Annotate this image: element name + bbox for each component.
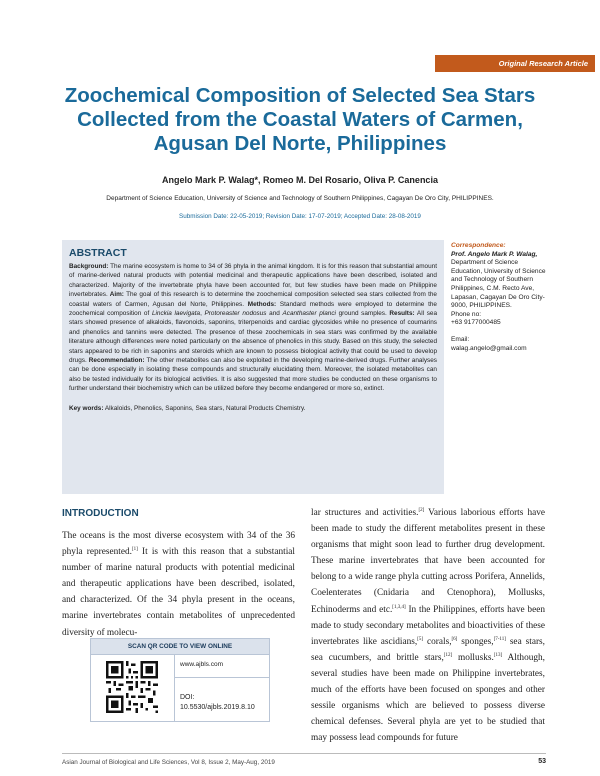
title-line-3: Agusan Del Norte, Philippines — [153, 132, 447, 155]
journal-website-link[interactable]: www.ajbls.com — [180, 661, 223, 668]
species-protoreaster: Protoreaster nodosus — [204, 310, 267, 318]
background-text: The marine ecosystem is home to 34 of 36 phyla in the animal kingdom. It is for this reason that substantial amount of marine-derived natural products with potential medicinal and therapeutic applications have been described, isolated and characterized. Majority of the invertebrate phyla have been accounted for, but few studies have been made on Philippine invertebrates. — [69, 263, 437, 299]
methods-text: Standard methods were employed to determine the zoochemical composition of — [69, 300, 437, 318]
qr-divider — [175, 677, 269, 678]
aim-text: The goal of this research is to determine the zoochemical composition selected sea stars collected from the coastal waters of Carmen, Agusan del Norte, Philippines. — [69, 291, 437, 308]
doi-block — [180, 693, 255, 713]
qr-box-title: SCAN QR CODE TO VIEW ONLINE — [91, 639, 269, 655]
intro-text: sea stars, sea cucumbers, and brittle stars, — [311, 636, 545, 663]
intro-text: lar structures and activities. — [311, 508, 419, 518]
background-label: Background: — [69, 263, 109, 270]
methods-label: Methods: — [244, 300, 277, 308]
intro-text: The oceans is the most diverse ecosystem with 34 of the 36 phyla represented. — [62, 531, 295, 558]
species-separator: and — [266, 310, 283, 318]
species-acanthaster: Acanthaster planci — [282, 310, 336, 318]
article-type-badge: Original Research Article — [435, 55, 595, 72]
body-column-right — [311, 505, 545, 746]
citation-ref[interactable]: [12] — [443, 652, 453, 658]
intro-text: corals, — [423, 636, 452, 647]
author-list: Angelo Mark P. Walag*, Romeo M. Del Rosario, Oliva P. Canencia — [162, 175, 438, 185]
intro-text: Although, several studies have been made on Philippine invertebrates, much of the efforts have been focused on sponges and other sessile organisms which are believed to possess diverse chemical defenses. Several phyla are yet to be studied that may possess lead compounds for future — [311, 652, 545, 744]
citation-ref[interactable]: [1] — [131, 547, 138, 552]
intro-text: In the Philippines, efforts have been made to study secondary metabolites and bioactivities of these invertebrates like ascidians, — [311, 604, 545, 647]
correspondence-panel — [451, 242, 546, 353]
submission-dates: Submission Date: 22-05-2019; Revision Date: 17-07-2019; Accepted Date: 28-08-2019 — [179, 213, 421, 220]
keywords — [69, 404, 437, 413]
doi-label: DOI: — [180, 694, 195, 701]
footer-journal-citation: Asian Journal of Biological and Life Sciences, Vol 8, Issue 2, May-Aug, 2019 — [62, 759, 275, 766]
results-text: All sea stars showed presence of alkaloids, flavonoids, saponins, triterpenoids and cardiac glycosides while no presence of coumarins and phenolics and tannins were detected. The presence of these zoochemicals in sea stars was confirmed by the available literature although differences were noted particularly on the absence of phenolics in this study. Based on this study, the selected stars appeared to be rich in saponins and steroids which are known to possess biological activity that could be used to develop drugs. — [69, 310, 437, 365]
doi-link[interactable]: 10.5530/ajbls.2019.8.10 — [180, 704, 255, 711]
recommendation-label: Recommendation: — [86, 357, 145, 365]
abstract-heading: ABSTRACT — [69, 247, 127, 259]
page-number: 53 — [538, 758, 546, 765]
intro-text: Various laborious efforts have been made to study the different metabolites present in these organisms that might soon lead to further drug development. These marine invertebrates that have been accounted for belong to a wide range phyla cutting across Porifera, Annelids, Coelenterates (Cnidaria and Ctenophora), Mollusks, Echinoderms and etc. — [311, 508, 545, 615]
keywords-text: Alkaloids, Phenolics, Saponins, Sea stars, Natural Products Chemistry. — [103, 404, 306, 412]
keywords-label: Key words: — [69, 404, 104, 412]
citation-ref[interactable]: [1,3,4] — [392, 604, 406, 610]
correspondence-address: Department of Science Education, University of Science and Technology of Southern Philippines, C.M. Recto Ave, Lapasan, Cagayan De Oro City-9000, PHILIPPINES. — [451, 259, 546, 310]
qr-code-cell — [91, 655, 175, 721]
qr-code-icon[interactable] — [106, 661, 158, 713]
citation-ref[interactable]: [5] — [417, 636, 424, 642]
title-line-1: Zoochemical Composition of Selected Sea Stars — [64, 84, 536, 107]
species-separator: , — [200, 310, 205, 318]
results-label: Results: — [386, 310, 415, 318]
correspondence-name: Prof. Angelo Mark P. Walag, — [451, 250, 538, 258]
affiliation: Department of Science Education, University of Science and Technology of Southern Philippines, Cagayan De Oro City, PHILIPPINES. — [106, 195, 494, 202]
methods-text-end: ground samples. — [335, 310, 387, 318]
citation-ref[interactable]: [7-11] — [493, 636, 506, 642]
title-line-2: Collected from the Coastal Waters of Carmen, — [77, 108, 523, 131]
correspondence-email[interactable]: Email: walag.angelo@gmail.com — [451, 335, 527, 352]
abstract-box — [62, 240, 444, 494]
qr-code-box — [90, 638, 270, 722]
phone-label: Phone no: — [451, 310, 482, 318]
aim-label: Aim: — [107, 291, 124, 299]
citation-ref[interactable]: [2] — [418, 507, 425, 513]
body-column-left — [62, 528, 295, 641]
intro-text: mollusks. — [452, 652, 494, 663]
intro-text: It is with this reason that a substantial number of marine natural products with potential medicinal and therapeutic applications have been described, isolated, and characterized. Of the 34 phyla present in the oceans, marine invertebrates contain metabolites of unprecedented diversity of molecu- — [62, 547, 295, 638]
intro-text: sponges, — [457, 636, 494, 647]
article-title — [40, 84, 560, 156]
footer-divider — [62, 753, 546, 754]
abstract-text — [69, 262, 437, 394]
species-linckia: Linckia laevigata — [151, 310, 201, 318]
recommendation-text: The other metabolites can also be exploited in the developing marine-derived drugs. Further analyses can be done especially in isolating these compounds and structurally elucidating them. Moreover, the isolated metabolites can also be tested individually for its biological activities. It is also suggested that more studies be conducted on these organisms to further understand their biochemistry which can be utilized before they become endangered or more so, extinct. — [69, 357, 437, 393]
qr-info-cell — [175, 655, 269, 721]
introduction-heading: INTRODUCTION — [62, 508, 139, 519]
correspondence-heading: Correspondence: — [451, 242, 506, 249]
citation-ref[interactable]: [13] — [493, 652, 503, 658]
phone-number: +63 9177000485 — [451, 319, 501, 327]
citation-ref[interactable]: [6] — [451, 636, 458, 642]
